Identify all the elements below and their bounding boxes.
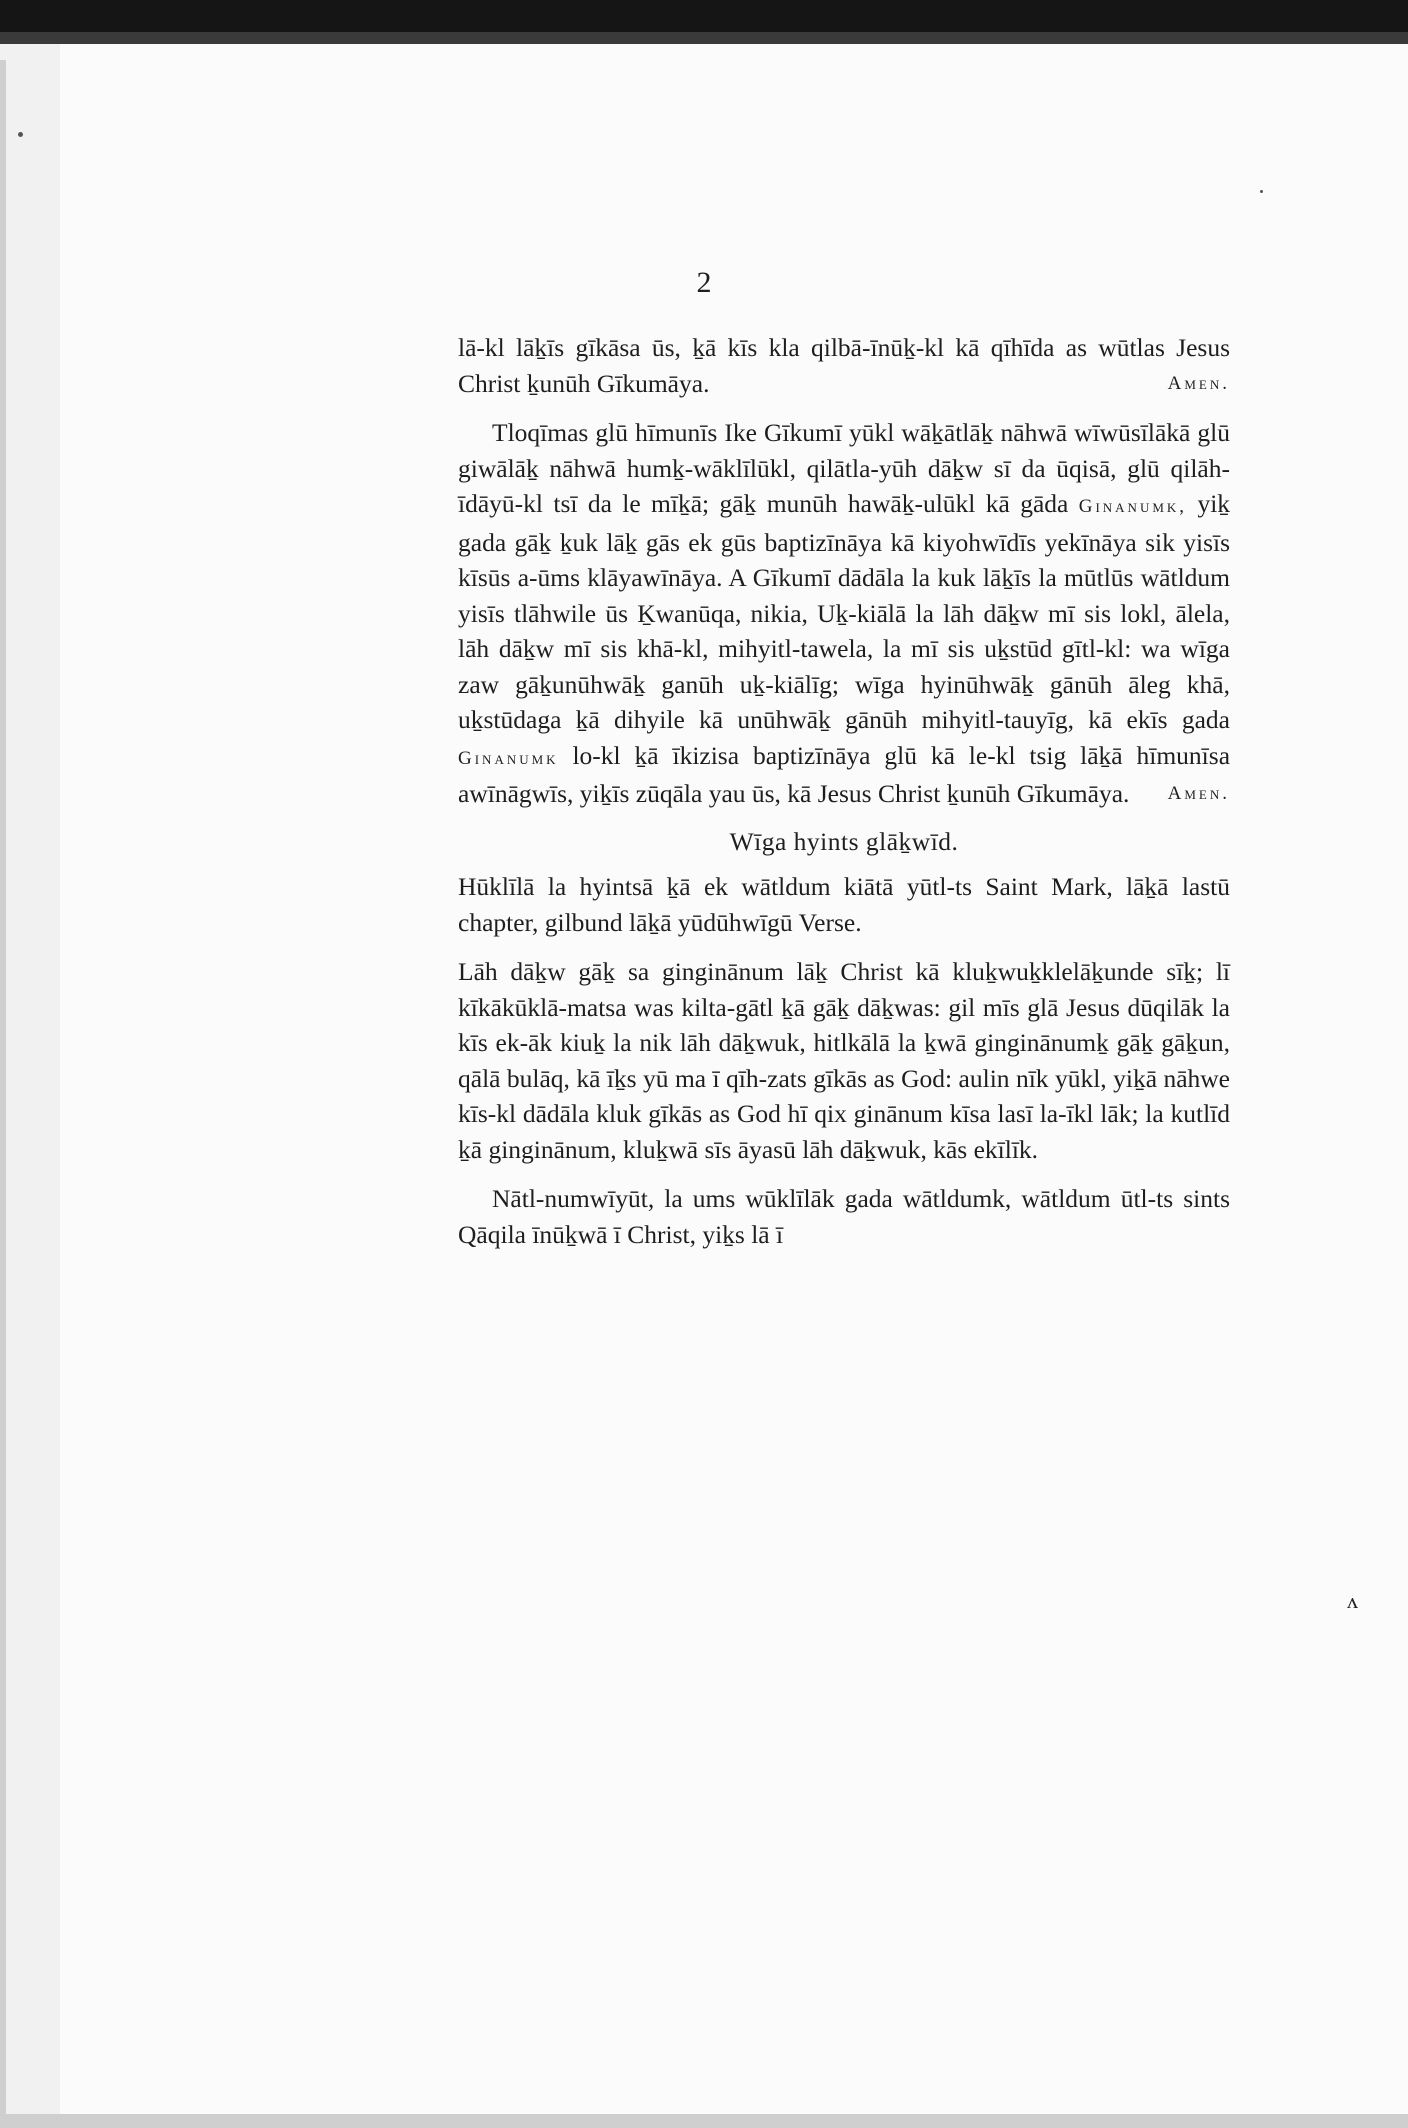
small-caps-word: Ginanumk, — [1078, 496, 1188, 517]
paragraph-closing — [458, 330, 1230, 401]
amen-label: Amen. — [1167, 372, 1230, 394]
paragraph-continuation: Nātl-numwīyūt, la ums wūklīlāk gada wātldumk, wātldum ūtl-ts sints Qāqila īnūḵwā ī Christ, yiḵs lā ī — [458, 1184, 1230, 1249]
paragraph-text: lo-kl ḵā īkizisa baptizīnāya glū kā le-kl tsig lāḵā hīmunīsa awīnāgwīs, yiḵīs zūqāla yau ūs, kā Jesus Christ ḵunūh Gīkumāya. — [458, 740, 1231, 808]
amen-label: Amen. — [1167, 783, 1230, 804]
scan-speck — [18, 132, 23, 137]
scan-left-edge — [0, 60, 6, 2128]
paragraph-gospel: Lāh dāḵw gāḵ sa ginginānum lāḵ Christ kā kluḵwuḵklelāḵunde sīḵ; lī kīkākūklā-matsa was kilta-gātl ḵā gāḵ dāḵwas: gil mīs glā Jesus dūqilāk la kīs ek-āk kiuḵ la nik lāh dāḵwuk, hitlkālā la ḵwā ginginānumḵ gāḵ gāḵun, qālā bulāq, kā īḵs yū ma ī qīh-zats gīkās as God: aulin nīk yūkl, yiḵā nāhwe kīs-kl dādāla kluk gīkās as God hī qix ginānum kīsa lasī la-īkl lāk; la kutlīd ḵā ginginānum, kluḵwā sīs āyasū lāh dāḵwuk, kās ekīlīk. — [458, 957, 1230, 1164]
section-heading: Wīga hyints glāḵwīd. — [729, 826, 959, 856]
small-caps-word: Ginanumk — [458, 747, 559, 769]
paragraph-text: lā-kl lāḵīs gīkāsa ūs, ḵā kīs kla qilbā-īnūḵ-kl kā qīhīda as wūtlas Jesus Christ ḵunūh Gīkumāya. — [458, 333, 1230, 398]
paragraph-prayer — [458, 415, 1230, 812]
paragraph-text: yiḵ gada gāḵ ḵuk lāḵ gās ek gūs baptizīnāya kā kiyohwīdīs yekīnāya sik yisīs kīsūs a-ūms klāyawīnāya. A Gīkumī dādāla la kuk lāḵīs la mūtlūs wātldum yisīs tlāhwile ūs Ḵwanūqa, nikia, Uḵ-kiālā la lāh dāḵw mī sis lokl, ālela, lāh dāḵw mī sis khā-kl, mihyitl-tawela, la mī sis uḵstūd gītl-kl: wa wīga zaw gāḵunūhwāḵ ganūh uḵ-kiālīg; wīga hyinūhwāḵ gānūh āleg khā, uḵstūdaga ḵā dihyile kā unūhwāḵ gānūh mihyitl-tauyīg, kā ekīs gada — [458, 489, 1231, 734]
paragraph-reference: Hūklīlā la hyintsā ḵā ek wātldum kiātā yūtl-ts Saint Mark, lāḵā lastū chapter, gilbund lāḵā yūdūhwīgū Verse. — [458, 872, 1230, 937]
scan-top-border — [0, 0, 1408, 32]
scan-bottom-edge — [0, 2114, 1408, 2128]
paragraph-text: Tloqīmas glū hīmunīs Ike Gīkumī yūkl wāḵātlāḵ nāhwā wīwūsīlākā glū giwālāḵ nāhwā humḵ-wāklīlūkl, qilātla-yūh dāḵw sī da ūqisā, glū qilāh-īdāyū-kl tsī da le mīḵā; gāḵ munūh hawāḵ-ulūkl kā gāda — [458, 418, 1230, 518]
margin-mark: ʌ — [1347, 1588, 1358, 1613]
scan-speck — [1260, 190, 1263, 193]
body-text — [458, 330, 1230, 1252]
page-number: 2 — [696, 266, 712, 299]
